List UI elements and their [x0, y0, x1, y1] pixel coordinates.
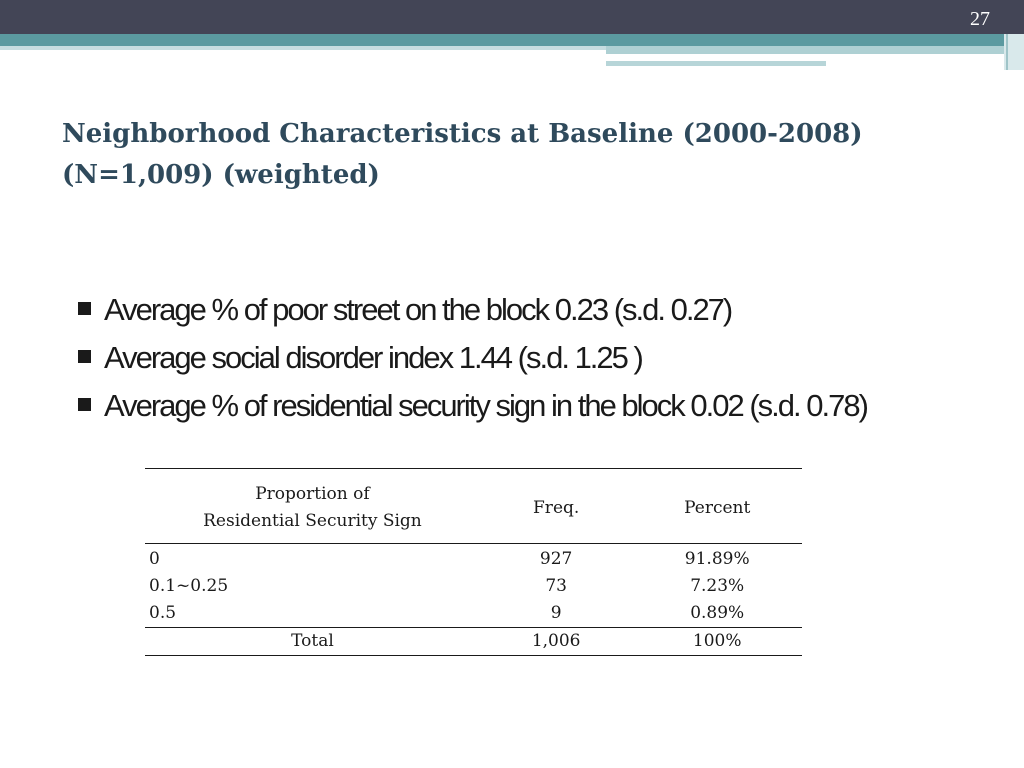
header-stripe-gap: [606, 56, 948, 59]
total-label: Total: [145, 628, 480, 656]
table-row: [145, 573, 802, 600]
square-bullet-icon: [78, 302, 91, 315]
slide-title-line-2: (N=1,009) (weighted): [62, 160, 380, 190]
row-percent: 91.89%: [684, 549, 750, 569]
header-stripe-light: [0, 46, 606, 50]
header-stripe-accent: [606, 46, 1004, 54]
slide-title: [62, 114, 962, 196]
row-percent: 7.23%: [690, 576, 745, 596]
header-stripe: [0, 34, 1004, 46]
row-freq: 73: [545, 576, 567, 596]
header-stripe-short: [606, 61, 826, 66]
row-percent: 0.89%: [690, 603, 745, 623]
header-proportion-line-1: Proportion of: [255, 484, 370, 504]
slide-number: 27: [970, 8, 990, 30]
bullet-text: Average social disorder index 1.44 (s.d. 1.25 ): [104, 340, 642, 375]
header-stripe-right-line: [1006, 34, 1008, 70]
header-proportion-line-2: Residential Security Sign: [203, 511, 422, 531]
slide-title-line-1: Neighborhood Characteristics at Baseline (2000-2008): [62, 119, 863, 149]
row-label: 0.1~0.25: [149, 576, 229, 596]
frequency-table: [145, 468, 802, 656]
row-freq: 9: [550, 603, 562, 623]
bullet-item: [76, 336, 1016, 384]
bullet-text: Average % of residential security sign in the block 0.02 (s.d. 0.78): [104, 388, 867, 423]
square-bullet-icon: [78, 350, 91, 363]
square-bullet-icon: [78, 398, 91, 411]
total-freq: 1,006: [480, 628, 633, 656]
row-label: 0.5: [149, 603, 177, 623]
table-header-row: [145, 469, 802, 544]
total-percent: 100%: [632, 628, 802, 656]
header-percent: Percent: [632, 469, 802, 544]
bullet-list: [76, 288, 1016, 432]
table-row: [145, 544, 802, 574]
table-total-row: [145, 628, 802, 656]
table-row: [145, 600, 802, 628]
header-bar: [0, 0, 1024, 34]
header-freq: Freq.: [480, 469, 633, 544]
row-label: 0: [149, 549, 160, 569]
bullet-item: [76, 384, 1016, 432]
header-proportion: [145, 469, 480, 544]
bullet-item: [76, 288, 1016, 336]
row-freq: 927: [539, 549, 573, 569]
bullet-text: Average % of poor street on the block 0.23 (s.d. 0.27): [104, 292, 732, 327]
